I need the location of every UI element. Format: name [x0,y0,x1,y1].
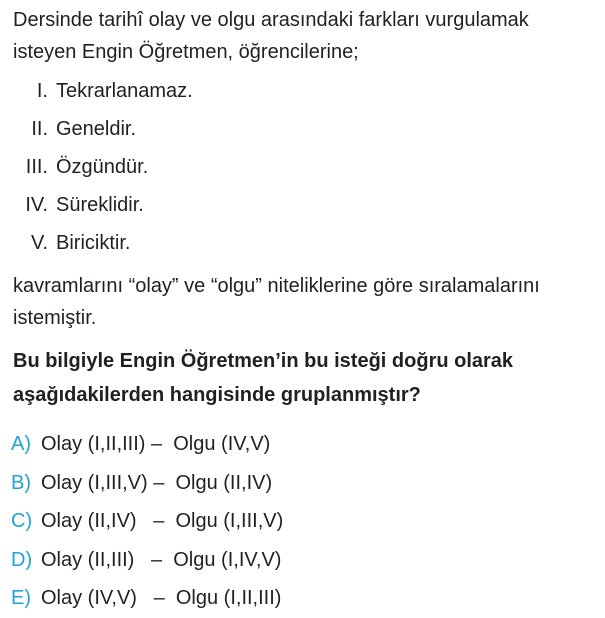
intro-line-1: Dersinde tarihî olay ve olgu arasındaki farkları vurgulamak [13,9,529,31]
question-stem [13,344,603,412]
statement-item [0,148,300,186]
question-line-1: Bu bilgiyle Engin Öğretmen’in bu isteği doğru olarak [13,350,514,372]
option-letter: A) [11,433,31,455]
answer-option-a[interactable] [11,425,283,464]
statement-number: V. [30,232,48,254]
intro-line-2: isteyen Engin Öğretmen, öğrencilerine; [13,41,359,63]
statement-text: Biriciktir. [56,232,131,254]
question-intro [13,4,603,68]
option-letter: E) [11,587,31,609]
statement-text: Süreklidir. [56,194,144,216]
statement-item [0,110,300,148]
answer-options [11,425,283,618]
option-text: Olay (I,II,III) – Olgu (IV,V) [41,433,271,455]
answer-option-c[interactable] [11,502,283,541]
option-letter: D) [11,548,33,571]
statement-text: Tekrarlanamaz. [56,80,193,102]
statement-list [0,72,300,262]
statement-item [0,72,300,110]
option-letter: C) [11,510,33,532]
statement-number: II. [31,118,48,140]
answer-option-b[interactable] [11,464,283,503]
statement-item [0,186,300,224]
option-text: Olay (I,III,V) – Olgu (II,IV) [41,471,273,494]
statement-number: III. [25,156,48,178]
option-letter: B) [11,471,31,494]
statement-number: I. [36,80,48,102]
statement-text: Geneldir. [56,118,137,140]
question-tail [13,270,603,334]
answer-option-d[interactable] [11,541,283,580]
statement-text: Özgündür. [56,156,149,178]
tail-line-2: istemiştir. [13,307,97,329]
statement-item [0,224,300,262]
option-text: Olay (II,IV) – Olgu (I,III,V) [41,510,284,532]
answer-option-e[interactable] [11,579,283,618]
option-text: Olay (IV,V) – Olgu (I,II,III) [41,587,282,609]
statement-number: IV. [25,194,48,216]
tail-line-1: kavramlarını “olay” ve “olgu” niteliklerine göre sıralamalarını [13,275,540,297]
option-text: Olay (II,III) – Olgu (I,IV,V) [41,548,282,571]
question-line-2: aşağıdakilerden hangisinde gruplanmıştır? [13,384,421,406]
